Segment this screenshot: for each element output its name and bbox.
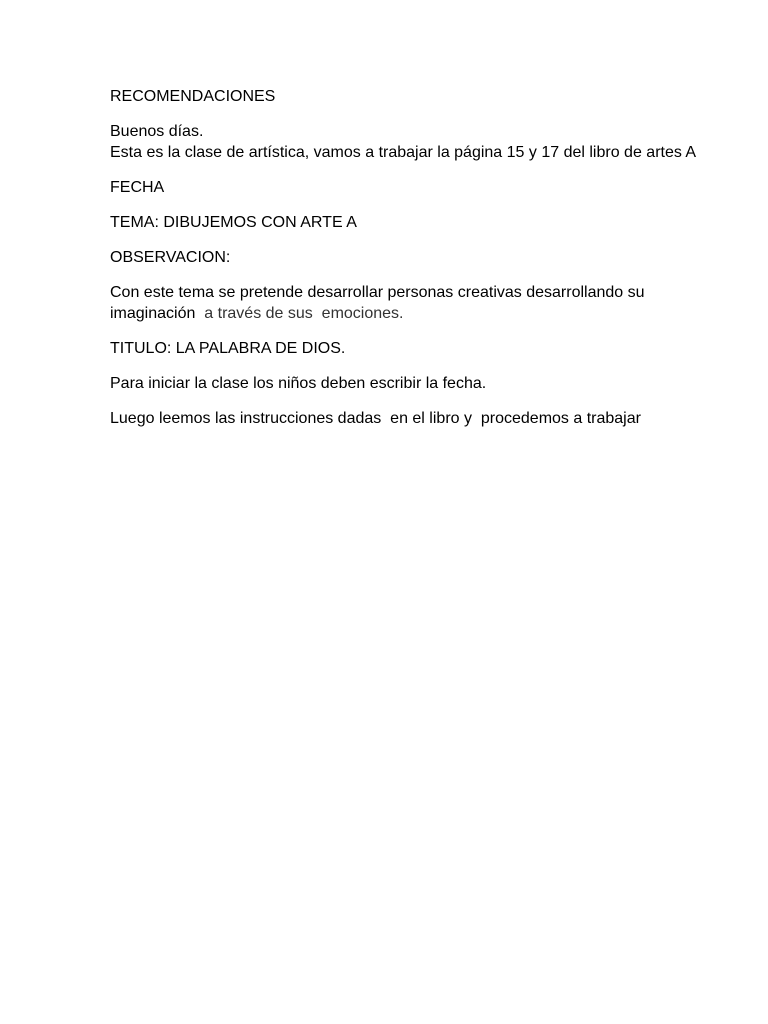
instruction-2: Luego leemos las instrucciones dadas en el libro y procedemos a trabajar [110, 410, 641, 427]
observation-label: OBSERVACION: [110, 249, 231, 266]
intro-text: Esta es la clase de artística, vamos a trabajar la página 15 y 17 del libro de artes A [110, 144, 697, 161]
instruction-1: Para iniciar la clase los niños deben escribir la fecha. [110, 375, 487, 392]
title: TITULO: LA PALABRA DE DIOS. [110, 340, 346, 357]
observation-part-2: a través de sus emociones. [199, 305, 404, 322]
observation-text [110, 282, 710, 324]
observation-part-1: Con este tema se pretende desarrollar personas creativas desarrollando su imaginación [110, 284, 649, 322]
heading: RECOMENDACIONES [110, 88, 276, 105]
theme: TEMA: DIBUJEMOS CON ARTE A [110, 214, 357, 231]
date-label: FECHA [110, 179, 165, 196]
greeting-block [110, 121, 710, 163]
document-body [110, 86, 710, 443]
greeting: Buenos días. [110, 123, 204, 140]
